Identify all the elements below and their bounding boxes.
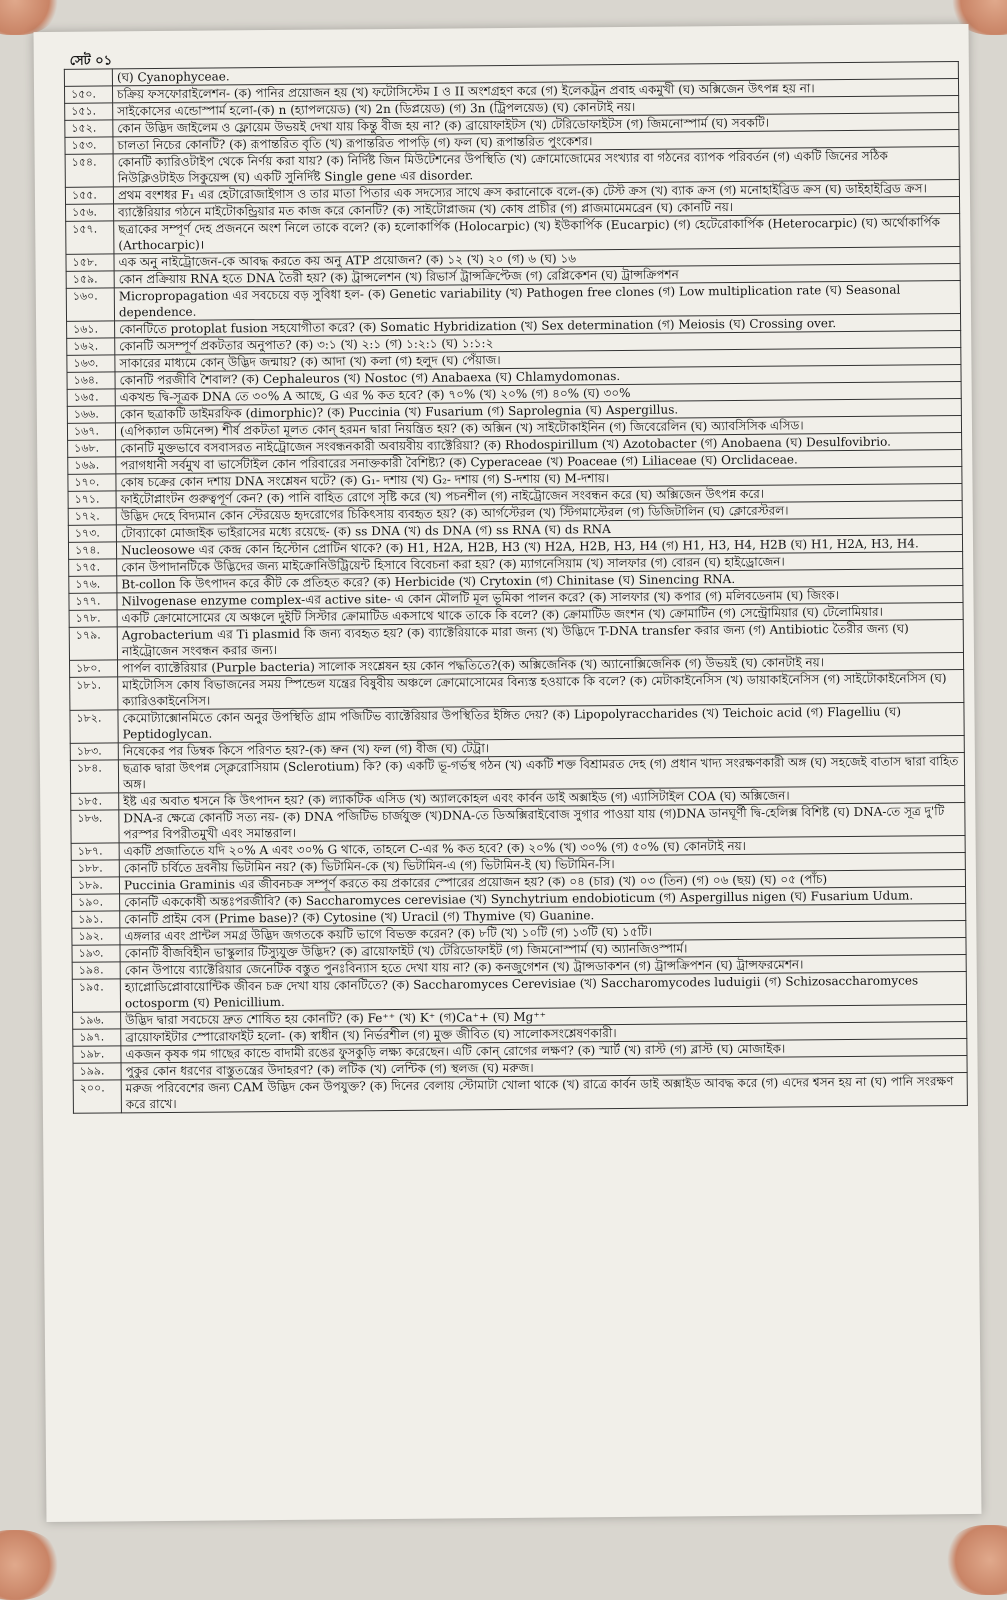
question-number: ১৬০. (66, 288, 114, 321)
question-text: এক অনু নাইট্রোজেন-কে আবদ্ধ করতে কয় অনু ATP প্রয়োজন? (ক) ১২ (খ) ২০ (গ) ৬ (ঘ) ১৬ (114, 247, 960, 271)
question-text: কোনটি ক্যারিওটাইপ থেকে নির্ণয় করা যায়? (ক) নির্দিষ্ট জিন মিউটেশনের উপস্থিতি (খ) ক্রোমোজোমের সংখ্যার বা গঠনের ব্যাপক পরিবর্তন (গ) একটি জিনের সঠিক নিউক্লিওটাইড সিকুয়েন্স (ঘ) একটি সুনির্দিষ্ট Single gene এর disorder. (113, 147, 959, 187)
question-number: ১৭৭. (69, 593, 117, 610)
question-number: ১৯৮. (73, 1046, 121, 1063)
question-text: পরাগধানী সর্বমুখ বা ভার্সেটাইল কোন পরিবারের সনাক্তকারী বৈশিষ্ট্য? (ক) Cyperaceae (খ) Poaceae (গ) Liliaceae (ঘ) Orclidaceae. (116, 450, 962, 474)
question-text: ফাইটোপ্লাংটন গুরুত্বপূর্ণ কেন? (ক) পানি বাহিত রোগে সৃষ্টি করে (খ) পচনশীল (গ) নাইট্রোজেন সংবন্ধন করে (ঘ) অক্সিজেন উৎপন্ন করে। (116, 484, 962, 508)
question-number: ১৭০. (68, 474, 116, 491)
question-number: ১৮৮. (71, 860, 119, 877)
question-number: ১৭৯. (69, 627, 117, 660)
question-text: চালতা নিচের কোনটি? (ক) রূপান্তরিত বৃতি (খ) রূপান্তরিত পাপড়ি (গ) ফল (ঘ) রূপান্তরিত পুংকেশর। (113, 130, 959, 154)
question-number: ১৯৬. (73, 1012, 121, 1029)
question-text: কোনটি মুক্তভাবে বসবাসরত নাইট্রোজেন সংবন্ধনকারী অবায়বীয় ব্যাক্টেরিয়া? (ক) Rhodospirillum (খ) Azotobacter (গ) Anobaena (ঘ) Desulfovibrio. (116, 433, 962, 457)
question-number: ১৫১. (65, 103, 113, 120)
question-number: ১৭৮. (69, 610, 117, 627)
question-text: একখন্ড দ্বি-সূত্রক DNA তে ৩০% A আছে, G এর % কত হবে? (ক) ৭০% (খ) ২০% (গ) ৪০% (ঘ) ৩০% (115, 382, 961, 406)
question-text: DNA-র ক্ষেত্রে কোনটি সত্য নয়- (ক) DNA পজিটিভ চার্জযুক্ত (খ)DNA-তে ডিঅক্সিরাইবোজ সুগার পাওয়া যায় (গ)DNA ডানঘূর্ণী দ্বি-হেলিক্স বিশিষ্ট (ঘ) DNA-তে সূত্র দু'টি পরস্পর বিপরীতমুখী এবং সমান্তরাল। (119, 803, 965, 843)
question-text: Micropropagation এর সবচেয়ে বড় সুবিধা হল- (ক) Genetic variability (খ) Pathogen free clones (গ) Low multiplication rate (ঘ) Seasonal dependence. (114, 281, 960, 321)
question-text: সাইকোসের এন্ডোস্পার্ম হলো-(ক) n (হ্যাপলয়েড) (খ) 2n (ডিপ্লয়েড) (গ) 3n (ট্রিপলয়েড) (ঘ) কোনটাই নয়। (113, 96, 959, 120)
question-text: মরুজ পরিবেশের জন্য CAM উদ্ভিদ কেন উপযুক্ত? (ক) দিনের বেলায় স্টোমাটা খোলা থাকে (খ) রাত্রে কার্বন ডাই অক্সাইড আবদ্ধ করে (গ) এদের শ্বসন হয় না (ঘ) পানি সংরক্ষণ করে রাখে। (121, 1073, 967, 1113)
question-number: ১৯১. (72, 911, 120, 928)
question-text: ছত্রাকের সম্পূর্ণ দেহ প্রজননে অংশ নিলে তাকে বলে? (ক) হলোকার্পিক (Holocarpic) (খ) ইউকার্পিক (Eucarpic) (গ) হেটেরোকার্পিক (Heterocarpic) (ঘ) অর্থোকার্পিক (Arthocarpic)। (114, 214, 960, 254)
question-number: ১৫৭. (66, 221, 114, 254)
thumb-top-left (0, 0, 60, 35)
thumb-bottom-right (945, 1525, 1007, 1595)
question-text: Bt-collon কি উৎপাদন করে কীট কে প্রতিহত করে? (ক) Herbicide (খ) Crytoxin (গ) Chinitase (ঘ) Sinencing RNA. (117, 569, 963, 593)
question-number: ১৫২. (65, 120, 113, 137)
question-number: ১৮২. (70, 710, 118, 743)
question-text: কোন উপাদানটিকে উদ্ভিদের জন্য মাইক্রোনিউট্রিয়েন্ট হিসাবে বিবেচনা করা হয়? (ক) ম্যাগনেসিয়াম (খ) সালফার (গ) বোরন (ঘ) হাইড্রোজেন। (117, 552, 963, 576)
question-text: কোনটি বীজবিহীন ভাস্কুলার টিস্যুযুক্ত উদ্ভিদ? (ক) ব্রায়োফাইট (খ) টেরিডোফাইট (গ) জিমনোস্পার্ম (ঘ) অ্যানজিওস্পার্ম। (120, 938, 966, 962)
question-text: মাইটোসিস কোষ বিভাজনের সময় স্পিন্ডেল যন্ত্রের বিষুবীয় অঞ্চলে ক্রোমোসোমের বিন্যস্ত হওয়াকে কি বলে? (ক) মেটাকাইনেসিস (খ) ডায়াকাইনেসিস (গ) সাইটোকাইনেসিস (ঘ) ক্যারিওকাইনেসিস। (118, 670, 964, 710)
question-text: Nilvogenase enzyme complex-এর active site- এ কোন মৌলটি মূল ভূমিকা পালন করে? (ক) সালফার (খ) কপার (গ) মলিবডেনাম (ঘ) জিংক। (117, 586, 963, 610)
question-text: টোব্যাকো মোজাইক ভাইরাসের মধ্যে রয়েছে- (ক) ss DNA (খ) ds DNA (গ) ss RNA (ঘ) ds RNA (116, 518, 962, 542)
question-number: ১৯৩. (72, 945, 120, 962)
question-text: (এপিক্যাল ডমিনেন্স) শীর্ষ প্রকটতা মূলত কোন্ হরমন দ্বারা নিয়ন্ত্রিত হয়? (ক) অক্সিন (খ) সাইটোকাইনিন (গ) জিবেরেলিন (ঘ) অ্যাবসিসিক এসিড। (115, 416, 961, 440)
question-number (64, 69, 112, 86)
question-number: ১৯৪. (72, 962, 120, 979)
question-text: নিষেকের পর ডিম্বক কিসে পরিণত হয়?-(ক) ভ্রুন (খ) ফল (গ) বীজ (ঘ) টেট্রা। (118, 736, 964, 760)
question-number: ২০০. (73, 1080, 121, 1113)
question-text: কোনটি অসম্পূর্ণ প্রকটতার অনুপাত? (ক) ৩:১ (খ) ২:১ (গ) ১:২:১ (ঘ) ১:১:২ (115, 331, 961, 355)
question-number: ১৯৭. (73, 1029, 121, 1046)
question-text: কোনটি এককোষী অন্তঃপরজীবি? (ক) Saccharomyces cerevisiae (খ) Synchytrium endobioticum (গ) Aspergillus nigen (ঘ) Fusarium Udum. (120, 887, 966, 911)
question-number: ১৫৪. (65, 154, 113, 187)
question-number: ১৫৮. (66, 254, 114, 271)
question-text: কোন উদ্ভিদ জাইলেম ও ফ্লোয়েম উভয়ই দেখা যায় কিন্তু বীজ হয় না? (ক) ব্রায়োফাইটস (খ) টেরিডোফাইটস (গ) জিমনোস্পার্ম (ঘ) সবকটি। (113, 113, 959, 137)
question-text: ইষ্ট এর অবাত শ্বসনে কি উৎপাদন হয়? (ক) ল্যাকটিক এসিড (খ) অ্যালকোহল এবং কার্বন ডাই অক্সাইড (গ) এ্যাসিটাইল COA (ঘ) অক্সিজেন। (119, 786, 965, 810)
question-number: ১৭৬. (69, 576, 117, 593)
question-number: ১৬৯. (68, 457, 116, 474)
question-number: ১৬৭. (67, 423, 115, 440)
question-text: এঙ্গলার এবং প্রান্টল সমগ্র উদ্ভিদ জগতকে কয়টি ভাগে বিভক্ত করেন? (ক) ৮টি (খ) ১০টি (গ) ১৩টি (ঘ) ১৫টি। (120, 921, 966, 945)
question-text: প্রথম বংশধর F₁ এর হেটারোজাইগাস ও তার মাতা পিতার এক সদস্যের সাথে ক্রস করানোকে বলে-(ক) টেস্ট ক্রস (খ) ব্যাক ক্রস (গ) মনোহাইব্রিড ক্রস (ঘ) ডাইহাইব্রিড ক্রস। (113, 180, 959, 204)
question-text: Agrobacterium এর Ti plasmid কি জন্য ব্যবহৃত হয়? (ক) ব্যাক্টেরিয়াকে মারা জন্য (খ) উদ্ভিদে T-DNA transfer করার জন্য (গ) Antibiotic তৈরীর জন্য (ঘ) নাইট্রোজেন সংবন্ধন করার জন্য। (117, 620, 963, 660)
question-number: ১৫৩. (65, 137, 113, 154)
question-text: চক্রিয় ফসফোরাইলেশন- (ক) পানির প্রয়োজন হয় (খ) ফটোসিস্টেম I ও II অংশগ্রহণ করে (গ) ইলেকট্রন প্রবাহ একমুখী (ঘ) অক্সিজেন উৎপন্ন হয় না। (112, 79, 958, 103)
question-number: ১৫৫. (65, 187, 113, 204)
question-number: ১৭৫. (69, 559, 117, 576)
question-text: হ্যাপ্লোডিপ্লোবায়োন্টিক জীবন চক্র দেখা যায় কোনটিতে? (ক) Saccharomyces Cerevisiae (খ) Saccharomycodes luduigii (গ) Schizosaccharomyces octosporm (ঘ) Penicillium. (120, 972, 966, 1012)
question-text: কোনটি পরজীবি শৈবাল? (ক) Cephaleuros (খ) Nostoc (গ) Anabaexa (ঘ) Chlamydomonas. (115, 365, 961, 389)
question-number: ১৮০. (70, 660, 118, 677)
question-text: কোনটি চর্বিতে দ্রবনীয় ভিটামিন নয়? (ক) ভিটামিন-কে (খ) ভিটামিন-এ (গ) ভিটামিন-ই (ঘ) ভিটামিন-সি। (119, 853, 965, 877)
question-number: ১৮৯. (71, 877, 119, 894)
question-text: ছত্রাক দ্বারা উৎপন্ন স্ক্লেরোসিয়াম (Sclerotium) কি? (ক) একটি ভূ-গর্ভস্থ গঠন (খ) একটি শক্ত বিশ্রামরত দেহ (গ) প্রধান খাদ্য সংরক্ষণকারী অঙ্গ (ঘ) সহজেই বাতাস দ্বারা বাহিত অঙ্গ। (118, 753, 964, 793)
question-number: ১৮৭. (71, 843, 119, 860)
question-number: ১৭১. (68, 491, 116, 508)
set-label: সেট ০১ (69, 53, 113, 69)
question-number: ১৫৬. (66, 204, 114, 221)
question-number: ১৬২. (67, 338, 115, 355)
question-number: ১৯৯. (73, 1063, 121, 1080)
question-text: Nucleosowe এর কেন্দ্র কোন হিস্টোন প্রোটিন থাকে? (ক) H1, H2A, H2B, H3 (খ) H2A, H2B, H3, H4 (গ) H1, H3, H4, H2B (ঘ) H1, H2A, H3, H4. (116, 535, 962, 559)
question-text: উদ্ভিদ দেহে বিদ্যমান কোন স্টেরয়েড হৃদরোগের চিকিৎসায় ব্যবহৃত হয়? (ক) আর্গস্টেরল (খ) স্টিগমাস্টেরল (গ) ডিজিটালিন (ঘ) ক্লোরেস্টরল। (116, 501, 962, 525)
question-text: উদ্ভিদ দ্বারা সবচেয়ে দ্রুত শোষিত হয় কোনটি? (ক) Fe⁺⁺ (খ) K⁺ (গ)Ca⁺+ (ঘ) Mg⁺⁺ (121, 1005, 967, 1029)
question-text: কোনটি প্রাইম বেস (Prime base)? (ক) Cytosine (খ) Uracil (গ) Thymive (ঘ) Guanine. (120, 904, 966, 928)
question-number: ১৮১. (70, 677, 118, 710)
thumb-bottom-left (0, 1530, 60, 1600)
question-text: (ঘ) Cyanophyceae. (112, 62, 958, 86)
question-text: একটি ক্রোমোসোমের যে অঞ্চলে দুইটি সিস্টার ক্রোমাটিড একসাথে থাকে তাকে কি বলে? (ক) ক্রোমাটিড জংশন (খ) ক্রোমাটিন (গ) সেন্ট্রোমিয়ার (ঘ) টেলোমিয়ার। (117, 603, 963, 627)
question-number: ১৮৪. (70, 760, 118, 793)
question-number: ১৫০. (64, 86, 112, 103)
question-text: ব্রায়োফাইটার স্পোরোফাইট হলো- (ক) স্বাধীন (খ) নির্ভরশীল (গ) মুক্ত জীবিত (ঘ) সালোকসংশ্লেষণকারী। (121, 1022, 967, 1046)
question-text: কোন ছত্রাকটি ডাইমরফিক (dimorphic)? (ক) Puccinia (খ) Fusarium (গ) Saprolegnia (ঘ) Aspergillus. (115, 399, 961, 423)
question-text: সাকারের মাধ্যমে কোন্ উদ্ভিদ জন্মায়? (ক) আদা (খ) কলা (গ) হলুদ (ঘ) পেঁয়াজ। (115, 348, 961, 372)
question-number: ১৫৯. (66, 271, 114, 288)
question-text: কেমোট্যাক্সোনমিতে কোন অনুর উপস্থিতি গ্রাম পজিটিভ ব্যাক্টেরিয়ার উপস্থিতির ইঙ্গিত দেয়? (ক) Lipopolyraccharides (খ) Teichoic acid (গ) Flagelliu (ঘ) Peptidoglycan. (118, 703, 964, 743)
question-number: ১৯২. (72, 928, 120, 945)
question-text: পুকুর কোন ধরণের বাস্তুতন্ত্রের উদাহরণ? (ক) লটিক (খ) লেন্টিক (গ) স্থলজ (ঘ) মরুজ। (121, 1056, 967, 1080)
question-number: ১৮৫. (71, 793, 119, 810)
question-number: ১৮৬. (71, 810, 119, 843)
question-table-body (64, 62, 967, 1114)
question-sheet (34, 24, 982, 1522)
question-number: ১৬৩. (67, 355, 115, 372)
question-text: Puccinia Graminis এর জীবনচক্র সম্পূর্ণ করতে কয় প্রকারের স্পোরের প্রয়োজন হয়? (ক) ০৪ (চার) (খ) ০৩ (তিন) (গ) ০৬ (ছয়) (ঘ) ০৫ (পাঁচ) (119, 870, 965, 894)
question-text: কোষ চক্রের কোন দশায় DNA সংশ্লেষন ঘটে? (ক) G₁- দশায় (খ) G₂- দশায় (গ) S-দশায় (ঘ) M-দশায়। (116, 467, 962, 491)
question-text: কোন উপায়ে ব্যাক্টেরিয়ার জেনেটিক বস্তুত পুনঃবিন্যাস হতে দেখা যায় না? (ক) কনজুগেশন (খ) ট্রান্সডাকশন (গ) ট্রান্সক্রিপশন (ঘ) ট্রান্সফরমেশন। (120, 955, 966, 979)
question-text: পার্পল ব্যাক্টেরিয়ার (Purple bacteria) সালোক সংশ্লেষন হয় কোন পদ্ধতিতে?(ক) অক্সিজেনিক (খ) অ্যানোক্সিজেনিক (গ) উভয়ই (ঘ) কোনটাই নয়। (117, 653, 963, 677)
question-number: ১৭৩. (68, 525, 116, 542)
question-text: ব্যাক্টেরিয়ার গঠনে মাইটোকন্ড্রিয়ার মত কাজ করে কোনটি? (ক) সাইটোপ্লাজম (খ) কোষ প্রাচীর (গ) প্লাজমামেমব্রেন (ঘ) কোনটি নয়। (114, 197, 960, 221)
question-text: কোনটিতে protoplat fusion সহযোগীতা করে? (ক) Somatic Hybridization (খ) Sex determination (গ) Meiosis (ঘ) Crossing over. (115, 314, 961, 338)
question-table (64, 61, 968, 1114)
question-number: ১৯৫. (72, 979, 120, 1012)
question-number: ১৬৬. (67, 406, 115, 423)
question-number: ১৬৪. (67, 372, 115, 389)
question-number: ১৭৪. (68, 542, 116, 559)
question-text: একটি প্রজাতিতে যদি ২০% A এবং ৩০% G থাকে, তাহলে C-এর % কত হবে? (ক) ২০% (খ) ৩০% (গ) ৫০% (ঘ) কোনটাই নয়। (119, 836, 965, 860)
question-text: একজন কৃষক গম গাছের কান্ডে বাদামী রঙের ফুসকুড়ি লক্ষ্য করেছেন। এটি কোন্ রোগের লক্ষণ? (ক) স্মার্ট (খ) রাস্ট (গ) ব্লাস্ট (ঘ) মোজাইক। (121, 1039, 967, 1063)
question-number: ১৮৩. (70, 743, 118, 760)
question-number: ১৯০. (72, 894, 120, 911)
question-number: ১৬১. (67, 321, 115, 338)
question-text: কোন প্রক্রিয়ায় RNA হতে DNA তৈরী হয়? (ক) ট্রান্সলেশন (খ) রিভার্স ট্রান্সক্রিপ্টেজ (গ) রেপ্লিকেশন (ঘ) ট্রান্সক্রিপশন (114, 264, 960, 288)
question-number: ১৬৮. (68, 440, 116, 457)
question-number: ১৭২. (68, 508, 116, 525)
question-number: ১৬৫. (67, 389, 115, 406)
